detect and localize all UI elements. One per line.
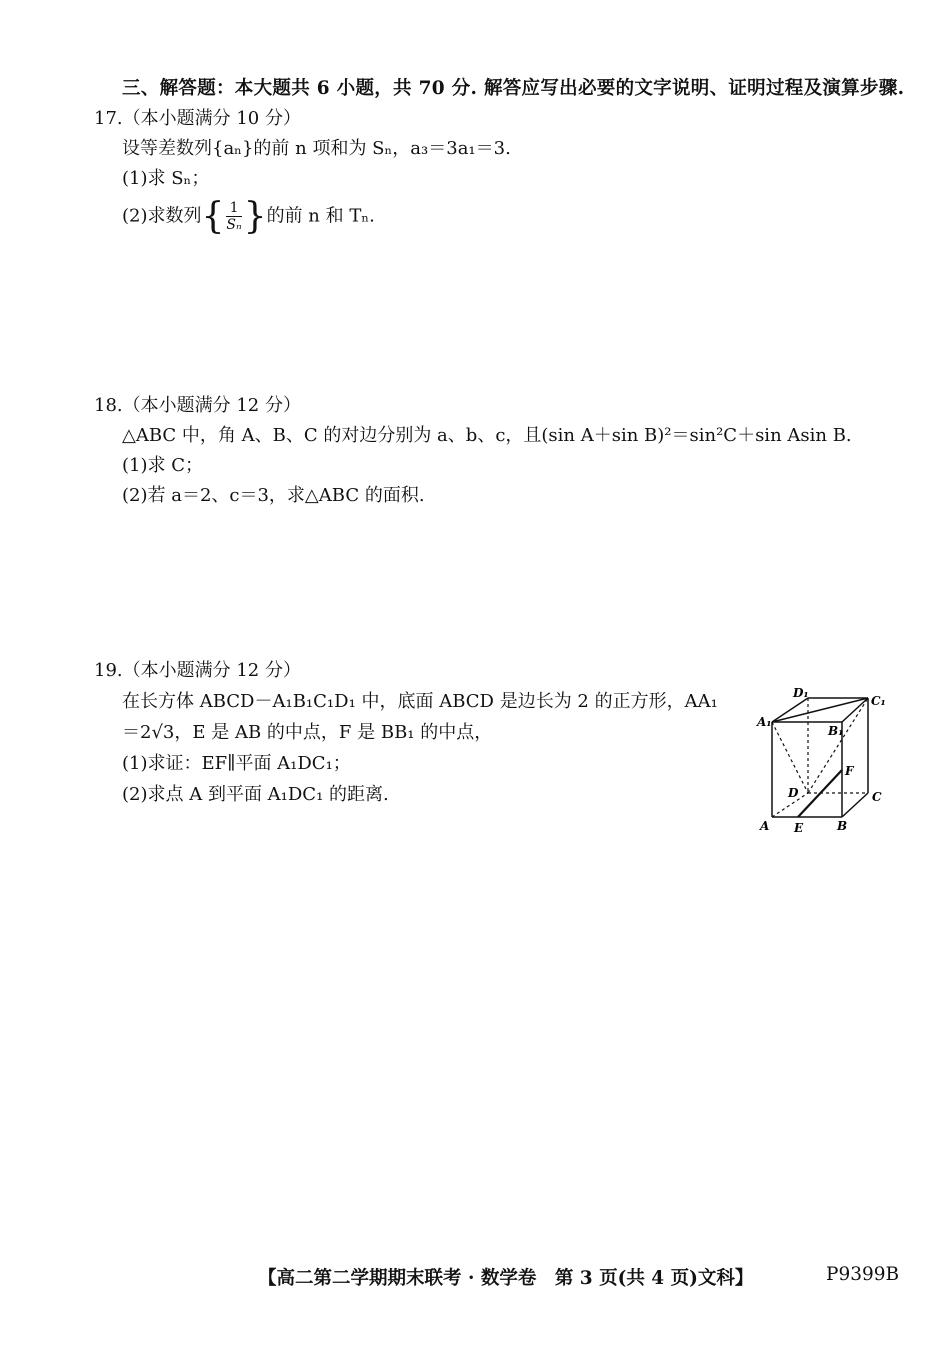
fraction-denominator: Sₙ bbox=[226, 217, 242, 233]
diagonal-A1C1 bbox=[772, 698, 868, 722]
edge-A1D1 bbox=[772, 698, 808, 722]
q19-stem-line2: ＝2√3，E 是 AB 的中点，F 是 BB₁ 的中点， bbox=[122, 722, 493, 743]
q18-heading: 18.（本小题满分 12 分） bbox=[94, 395, 301, 416]
label-C1: C₁ bbox=[871, 694, 886, 708]
edge-A1D-hidden bbox=[772, 722, 808, 793]
label-F: F bbox=[845, 764, 854, 778]
q19-heading: 19.（本小题满分 12 分） bbox=[94, 660, 301, 681]
label-A1: A₁ bbox=[757, 715, 772, 729]
label-C: C bbox=[872, 790, 882, 804]
q17-part2-suffix: 的前 n 和 Tₙ. bbox=[266, 205, 375, 227]
left-brace: { bbox=[201, 196, 225, 237]
q18-part2: (2)若 a＝2、c＝3，求△ABC 的面积. bbox=[122, 485, 425, 506]
q19-stem-line1: 在长方体 ABCD－A₁B₁C₁D₁ 中，底面 ABCD 是边长为 2 的正方形，AA₁ bbox=[122, 691, 718, 712]
page-footer: 【高二第二学期期末联考 · 数学卷 第 3 页(共 4 页)文科】 bbox=[258, 1268, 754, 1289]
q18-part1: (1)求 C； bbox=[122, 455, 203, 476]
label-D1: D₁ bbox=[793, 686, 809, 700]
q19-part1: (1)求证：EF∥平面 A₁DC₁； bbox=[122, 753, 351, 774]
q17-heading: 17.（本小题满分 10 分） bbox=[94, 108, 301, 129]
q17-stem: 设等差数列{aₙ}的前 n 项和为 Sₙ，a₃＝3a₁＝3. bbox=[122, 138, 511, 159]
fraction-numerator: 1 bbox=[226, 200, 241, 217]
edge-DC1-hidden bbox=[808, 698, 868, 793]
q17-part1: (1)求 Sₙ； bbox=[122, 168, 210, 189]
label-E: E bbox=[794, 821, 804, 835]
label-B1: B₁ bbox=[828, 724, 844, 738]
paper-code: P9399B bbox=[826, 1264, 900, 1285]
label-A: A bbox=[760, 819, 770, 833]
section-title: 三、解答题：本大题共 6 小题，共 70 分. 解答应写出必要的文字说明、证明过程及演算步骤. bbox=[122, 78, 905, 99]
q17-part2 bbox=[122, 196, 375, 237]
cuboid-figure bbox=[750, 680, 900, 840]
q19-part2: (2)求点 A 到平面 A₁DC₁ 的距离. bbox=[122, 784, 389, 805]
label-D: D bbox=[788, 786, 799, 800]
edge-BC bbox=[842, 793, 868, 817]
label-B: B bbox=[837, 819, 848, 833]
right-brace: } bbox=[243, 196, 267, 237]
q17-part2-prefix: (2)求数列 bbox=[122, 205, 202, 227]
fraction bbox=[226, 200, 241, 233]
q18-stem: △ABC 中，角 A、B、C 的对边分别为 a、b、c，且(sin A＋sin B)²＝sin²C＋sin Asin B. bbox=[122, 425, 852, 446]
